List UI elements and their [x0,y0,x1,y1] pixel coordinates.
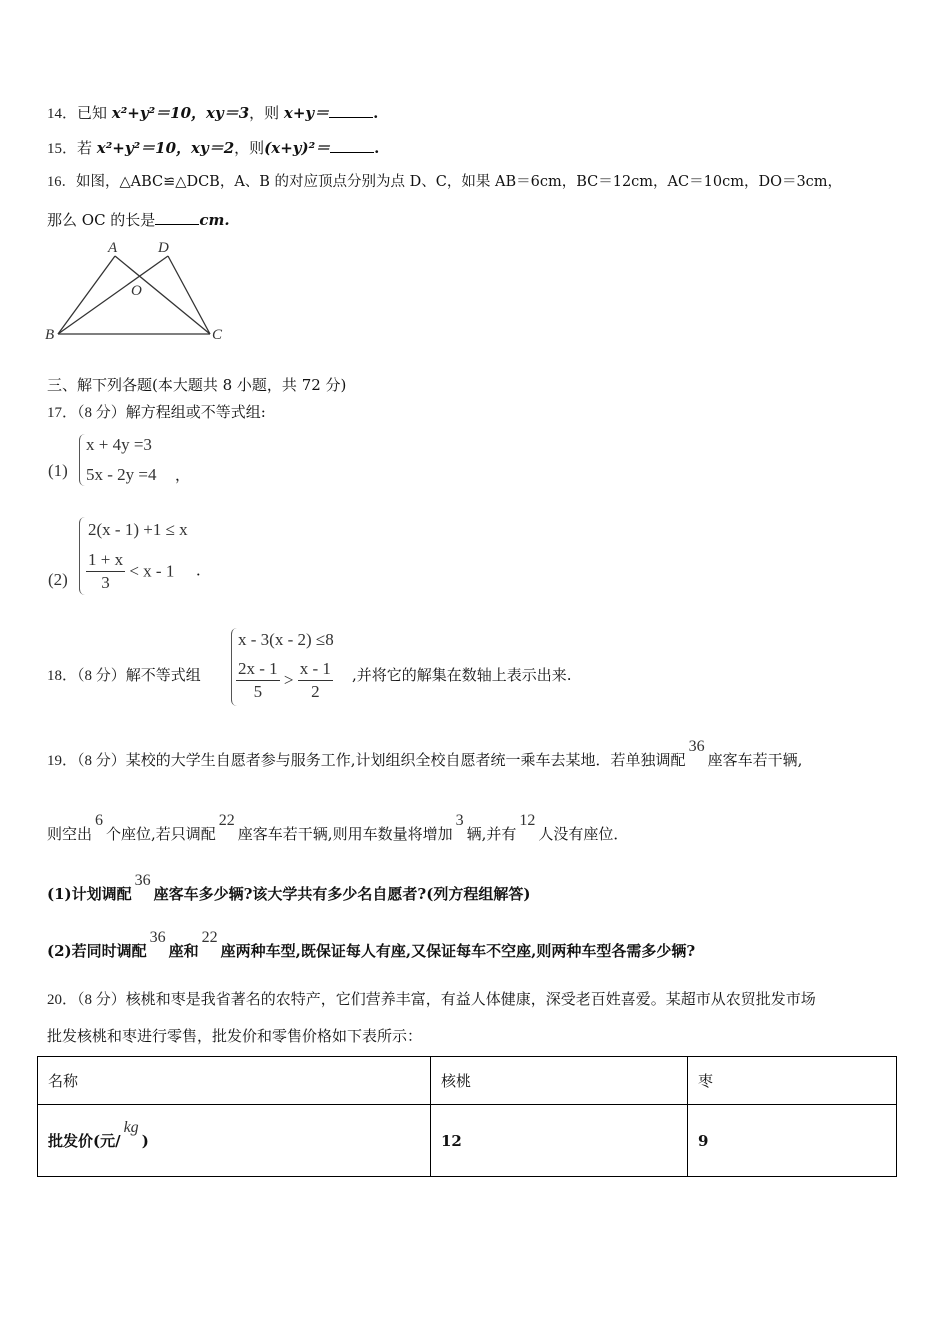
question-19-line1: 19．（8 分）某校的大学生自愿者参与服务工作,计划组织全校自愿者统一乘车去某地．若单独调配36座客车若干辆, [47,738,803,769]
question-number: 16． [47,174,76,190]
q17-p2-eq1: 2(x - 1) +1 ≤ x [88,520,188,539]
question-20-line1: 20．（8 分）核桃和枣是我省著名的农特产，它们营养丰富，有益人体健康，深受老百姓喜爱。某超市从农贸批发市场 [47,990,816,1008]
answer-blank [155,210,199,225]
question-19-sub2: (2)若同时调配36座和22座两种车型,既保证每人有座,又保证每车不空座,则两种车型各需多少辆? [47,929,696,960]
point-O: O [131,283,142,299]
segment-AC [115,256,210,334]
table-header-row [38,1057,897,1105]
question-16-line2: 那么 OC 的长是 cm. [47,211,230,229]
question-number: 15． [47,141,78,157]
section-title: 三、解下列各题(本大题共 8 小题，共 72 分) [47,376,347,394]
triangle-figure [40,238,240,348]
question-14: 14．已知 x²+y²＝10，xy＝3，则 x+y＝ . [47,104,379,122]
q17-p1-eq2: 5x - 2y =4 [86,465,157,484]
q17-part1-label: (1) [48,461,68,480]
table-header: 枣 [688,1057,897,1105]
q18-eq1: x - 3(x - 2) ≤8 [238,630,334,649]
question-19-line2: 则空出6个座位,若只调配22座客车若干辆,则用车数量将增加3辆,并有12人没有座位． [47,812,629,843]
q18-tail: ,并将它的解集在数轴上表示出来. [352,666,572,684]
system-brace [79,517,85,595]
segment-DC [168,256,210,334]
q17-p2-eq2: $\frac{1 + x}{3}$ < x - 1 [88,550,175,592]
question-17: 17．（8 分）解方程组或不等式组: [47,403,266,421]
table-row [38,1105,897,1177]
answer-blank [330,138,374,153]
q17-p1-end: ， [175,466,191,484]
table-cell: 9 [688,1105,897,1177]
q18-eq2: $\frac{2x - 1}{5}$ > $\frac{x - 1}{2}$ [238,659,331,701]
segment-DB [58,256,168,334]
question-number: 14． [47,106,78,122]
table-header: 名称 [38,1057,431,1105]
price-table [37,1056,897,1177]
point-B: B [45,327,55,343]
point-C: C [212,327,223,343]
q17-p1-eq1: x + 4y =3 [86,435,152,454]
table-cell: 12 [431,1105,688,1177]
point-D: D [158,240,169,256]
question-18: 18．（8 分）解不等式组 [47,666,201,684]
table-header: 核桃 [431,1057,688,1105]
segment-AB [58,256,115,334]
question-20-line2: 批发核桃和枣进行零售，批发价和零售价格如下表所示： [47,1027,423,1045]
question-19-sub1: (1)计划调配36座客车多少辆?该大学共有多少名自愿者?(列方程组解答) [47,872,531,903]
q17-part2-label: (2) [48,570,68,589]
question-15: 15．若 x²+y²＝10，xy＝2，则(x+y)²＝ . [47,139,380,157]
table-cell-label: 批发价(元/kg) [38,1105,431,1177]
q17-p2-end: ． [196,561,212,579]
system-brace [79,434,85,486]
point-A: A [108,240,118,256]
question-16-line1: 16．如图，△ABC≌△DCB，A、B 的对应顶点分别为点 D、C，如果 AB＝6cm，BC＝12cm，AC＝10cm，DO＝3cm， [47,174,843,190]
answer-blank [329,103,373,118]
